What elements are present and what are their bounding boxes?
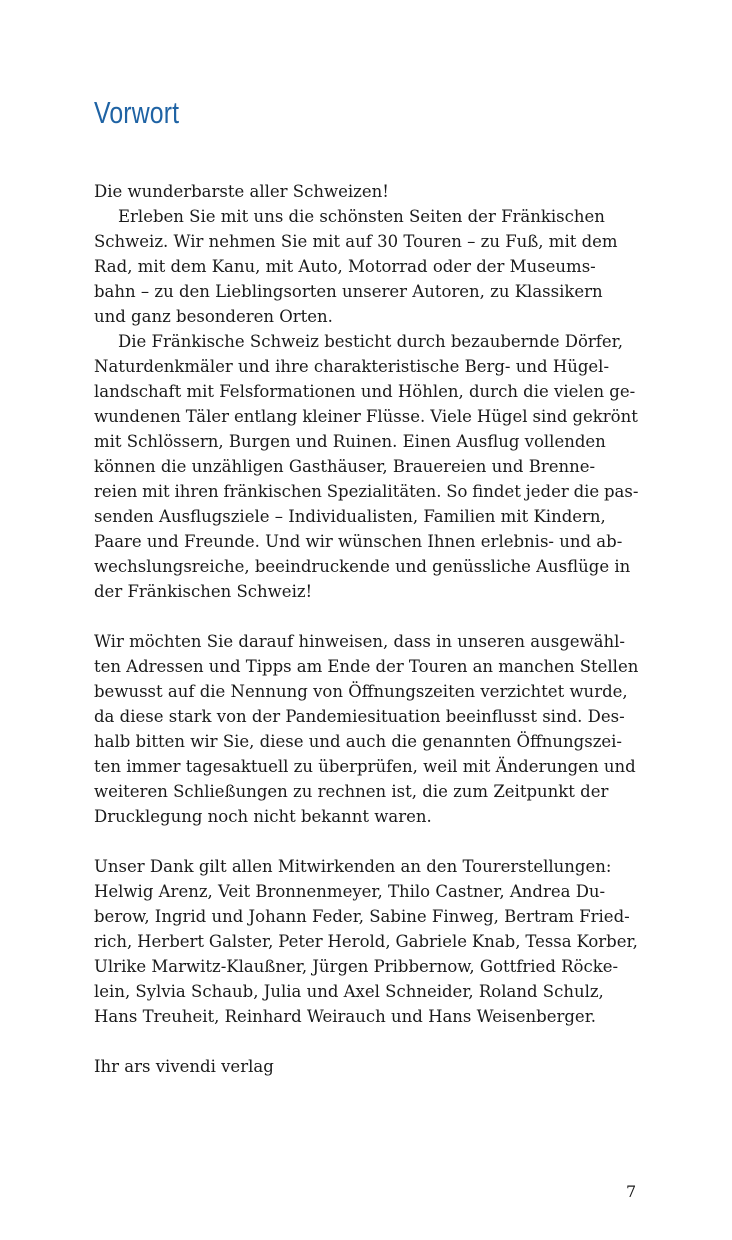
paragraph-4-line: Hans Treuheit, Reinhard Weirauch und Hans Weisenberger.	[94, 1007, 597, 1026]
paragraph-1-line: Erleben Sie mit uns die schönsten Seiten der Fränkischen	[118, 207, 605, 226]
paragraph-1-line: Rad, mit dem Kanu, mit Auto, Motorrad oder der Museums-	[94, 257, 596, 276]
paragraph-3-line: weiteren Schließungen zu rechnen ist, die zum Zeitpunkt der	[94, 782, 609, 801]
paragraph-2-line: reien mit ihren fränkischen Spezialitäten. So findet jeder die pas-	[94, 482, 639, 501]
paragraph-3-line: ten immer tagesaktuell zu überprüfen, weil mit Änderungen und	[94, 757, 636, 776]
paragraph-2-line: mit Schlössern, Burgen und Ruinen. Einen Ausflug vollenden	[94, 432, 606, 451]
paragraph-4-line: Ulrike Marwitz-Klaußner, Jürgen Pribbernow, Gottfried Röcke-	[94, 957, 619, 976]
paragraph-1-line: bahn – zu den Lieblingsorten unserer Autoren, zu Klassikern	[94, 282, 603, 301]
paragraph-2-line: Naturdenkmäler und ihre charakteristische Berg- und Hügel-	[94, 357, 610, 376]
paragraph-spacer	[94, 1029, 638, 1054]
paragraph-1-line: und ganz besonderen Orten.	[94, 307, 333, 326]
paragraph-4-line: berow, Ingrid und Johann Feder, Sabine Finweg, Bertram Fried-	[94, 907, 630, 926]
paragraph-2-line: können die unzähligen Gasthäuser, Brauereien und Brenne-	[94, 457, 596, 476]
paragraph-spacer	[94, 604, 638, 629]
page-title: Vorwort	[94, 95, 180, 130]
paragraph-3-line: da diese stark von der Pandemiesituation beeinflusst sind. Des-	[94, 707, 625, 726]
paragraph-2-line: Paare und Freunde. Und wir wünschen Ihnen erlebnis- und ab-	[94, 532, 623, 551]
paragraph-2-line: wechslungsreiche, beeindruckende und genüssliche Ausflüge in	[94, 557, 631, 576]
paragraph-0-line: Die wunderbarste aller Schweizen!	[94, 182, 389, 201]
paragraph-spacer	[94, 829, 638, 854]
paragraph-3-line: bewusst auf die Nennung von Öffnungszeiten verzichtet wurde,	[94, 682, 628, 701]
paragraph-5-line: Ihr ars vivendi verlag	[94, 1057, 274, 1076]
paragraph-1-line: Schweiz. Wir nehmen Sie mit auf 30 Touren – zu Fuß, mit dem	[94, 232, 618, 251]
paragraph-4-line: rich, Herbert Galster, Peter Herold, Gabriele Knab, Tessa Korber,	[94, 932, 638, 951]
paragraph-4-line: Unser Dank gilt allen Mitwirkenden an den Tourerstellungen:	[94, 857, 612, 876]
body-text	[94, 179, 638, 1079]
paragraph-2-line: wundenen Täler entlang kleiner Flüsse. Viele Hügel sind gekrönt	[94, 407, 638, 426]
page-number: 7	[626, 1182, 637, 1201]
paragraph-3-line: halb bitten wir Sie, diese und auch die genannten Öffnungszei-	[94, 732, 622, 751]
paragraph-3-line: ten Adressen und Tipps am Ende der Touren an manchen Stellen	[94, 657, 639, 676]
paragraph-2-line: Die Fränkische Schweiz besticht durch bezaubernde Dörfer,	[118, 332, 623, 351]
paragraph-2-line: senden Ausflugsziele – Individualisten, Familien mit Kindern,	[94, 507, 606, 526]
paragraph-3-line: Wir möchten Sie darauf hinweisen, dass in unseren ausgewähl-	[94, 632, 625, 651]
paragraph-3-line: Drucklegung noch nicht bekannt waren.	[94, 807, 432, 826]
paragraph-2-line: der Fränkischen Schweiz!	[94, 582, 313, 601]
paragraph-4-line: Helwig Arenz, Veit Bronnenmeyer, Thilo Castner, Andrea Du-	[94, 882, 606, 901]
paragraph-4-line: lein, Sylvia Schaub, Julia und Axel Schneider, Roland Schulz,	[94, 982, 604, 1001]
paragraph-2-line: landschaft mit Felsformationen und Höhlen, durch die vielen ge-	[94, 382, 636, 401]
